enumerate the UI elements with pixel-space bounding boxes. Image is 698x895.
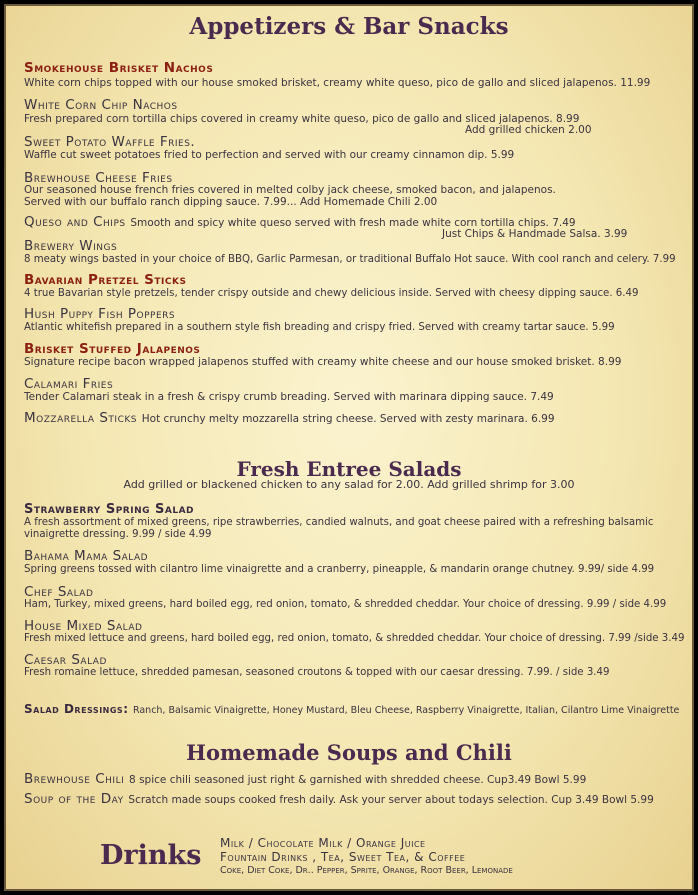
- item-desc: 4 true Bavarian style pretzels, tender crispy outside and chewy delicious inside. Served with cheesy dipping sauce. 6.49: [24, 288, 639, 299]
- soup-name: Soup of the Day: [24, 791, 124, 807]
- item-desc: Our seasoned house french fries covered in melted colby jack cheese, smoked bacon, and jalapenos.: [24, 184, 556, 196]
- salad-desc-2: vinaigrette dressing. 9.99 / side 4.99: [24, 529, 212, 540]
- drinks-line-2: Fountain Drinks , Tea, Sweet Tea, & Coffee: [220, 850, 466, 864]
- item-name: Calamari Fries: [24, 376, 114, 392]
- salad-desc: Spring greens tossed with cilantro lime vinaigrette and a cranberry, pineapple, & mandarin orange chutney. 9.99/ side 4.99: [24, 564, 655, 575]
- drinks-line-1: Milk / Chocolate Milk / Orange Juice: [220, 836, 426, 850]
- item-desc: Fresh prepared corn tortilla chips covered in creamy white queso, pico de gallo and sliced jalapenos. 8.99: [24, 113, 580, 125]
- salad-name: Bahama Mama Salad: [24, 548, 149, 564]
- soup-desc: 8 spice chili seasoned just right & garnished with shredded cheese. Cup3.49 Bowl 5.99: [129, 774, 587, 786]
- salad-dressings: [24, 700, 679, 718]
- soup-item: [24, 791, 654, 807]
- drinks-line-3: Coke, Diet Coke, Dr.. Pepper, Sprite, Orange, Root Beer, Lemonade: [220, 865, 513, 876]
- item-desc: Smooth and spicy white queso served with fresh made white corn tortilla chips. 7.49: [130, 217, 576, 229]
- item-desc: Waffle cut sweet potatoes fried to perfection and served with our creamy cinnamon dip. 5.99: [24, 149, 515, 161]
- salad-name: House Mixed Salad: [24, 618, 143, 634]
- item-name: Brewery Wings: [24, 238, 118, 254]
- item-extra: Just Chips & Handmade Salsa. 3.99: [442, 228, 628, 240]
- item-name-text: Mozzarella Sticks: [24, 410, 137, 426]
- item-name: Sweet Potato Waffle Fries.: [24, 134, 196, 150]
- item-name: Smokehouse Brisket Nachos: [24, 60, 214, 76]
- soup-desc: Scratch made soups cooked fresh daily. Ask your server about todays selection. Cup 3.49 Bowl 5.99: [128, 794, 654, 806]
- item-name: Brewhouse Cheese Fries: [24, 170, 173, 186]
- item-desc: Atlantic whitefish prepared in a southern style fish breading and crispy fried. Served with creamy tartar sauce. 5.99: [24, 322, 615, 333]
- dressings-list: Ranch, Balsamic Vinaigrette, Honey Mustard, Bleu Cheese, Raspberry Vinaigrette, Italian, Cilantro Lime Vinaigrette: [132, 705, 680, 716]
- item-extra: Add grilled chicken 2.00: [465, 124, 592, 136]
- item-desc-2: Served with our buffalo ranch dipping sauce. 7.99... Add Homemade Chili 2.00: [24, 196, 438, 208]
- item-name: [24, 410, 555, 426]
- salads-subtitle: Add grilled or blackened chicken to any salad for 2.00. Add grilled shrimp for 3.00: [123, 478, 575, 491]
- item-name: White Corn Chip Nachos: [24, 97, 178, 113]
- item-desc: Signature recipe bacon wrapped jalapenos stuffed with creamy white cheese and our house smoked brisket. 8.99: [24, 356, 622, 368]
- menu-page: [4, 4, 694, 891]
- salad-desc: Ham, Turkey, mixed greens, hard boiled egg, red onion, tomato, & shredded cheddar. Your choice of dressing. 9.99 / side 4.99: [24, 599, 667, 610]
- salad-desc: Fresh romaine lettuce, shredded pamesan, seasoned croutons & topped with our caesar dressing. 7.99. / side 3.49: [24, 667, 610, 678]
- salad-name: Caesar Salad: [24, 652, 107, 668]
- soup-item: [24, 771, 586, 787]
- salad-desc: Fresh mixed lettuce and greens, hard boiled egg, red onion, tomato, & shredded cheddar. Your choice of dressing. 7.99 /side 3.49: [24, 633, 685, 644]
- item-name: Hush Puppy Fish Poppers: [24, 306, 176, 322]
- soups-title: Homemade Soups and Chili: [186, 740, 512, 765]
- item-name: Brisket Stuffed Jalapenos: [24, 341, 201, 357]
- item-desc: 8 meaty wings basted in your choice of BBQ, Garlic Parmesan, or traditional Buffalo Hot sauce. With cool ranch and celery. 7.99: [24, 254, 676, 265]
- item-desc: White corn chips topped with our house smoked brisket, creamy white queso, pico de gallo and sliced jalapenos. 11.99: [24, 77, 651, 89]
- salad-name: Strawberry Spring Salad: [24, 502, 195, 517]
- salad-desc: A fresh assortment of mixed greens, ripe strawberries, candied walnuts, and goat cheese paired with a refreshing balsamic: [24, 517, 654, 528]
- salad-name: Chef Salad: [24, 584, 94, 600]
- salads-title: Fresh Entree Salads: [236, 457, 462, 481]
- soup-name: Brewhouse Chili: [24, 771, 125, 787]
- item-name-text: Queso and Chips: [24, 214, 126, 230]
- item-desc: Hot crunchy melty mozzarella string cheese. Served with zesty marinara. 6.99: [141, 413, 555, 425]
- dressings-label: Salad Dressings:: [24, 702, 129, 716]
- drinks-title: Drinks: [100, 840, 202, 871]
- appetizers-title: Appetizers & Bar Snacks: [189, 13, 509, 40]
- item-name: Bavarian Pretzel Sticks: [24, 272, 187, 288]
- item-desc: Tender Calamari steak in a fresh & crispy crumb breading. Served with marinara dipping sauce. 7.49: [24, 391, 554, 403]
